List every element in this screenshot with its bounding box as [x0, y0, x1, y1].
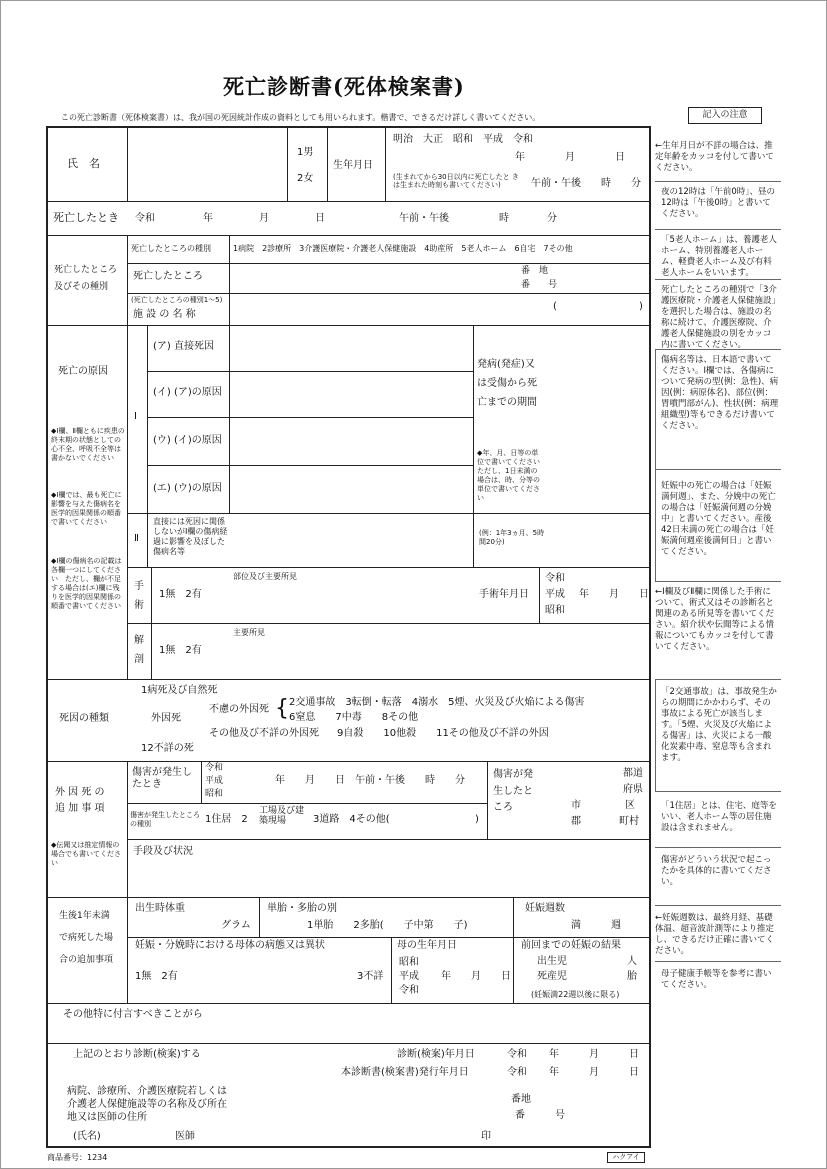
injury-place-road-other[interactable]: 3道路 4その他(	[313, 814, 390, 825]
death-place-label: 死亡したところ	[54, 265, 118, 275]
side-note: ←Ⅰ欄及びⅡ欄に関係した手術について、術式又はその診断名と関連のある所見等を書いてください。紹介状や伝聞等による情報についてもカッコを付して書いてください。	[655, 587, 775, 653]
remarks-label: その他特に付言すべきことがら	[63, 1009, 203, 1020]
autopsy-findings-label: 主要所見	[233, 628, 265, 637]
exam-date-ymd[interactable]: 年 月 日	[549, 1049, 639, 1060]
issue-date-ymd[interactable]: 年 月 日	[549, 1067, 639, 1078]
kind-accidental-list-1[interactable]: 2交通事故 3転倒・転落 4溺水 5煙、火災及び火焔による傷害	[289, 697, 585, 708]
death-time-year[interactable]: 年	[203, 213, 213, 224]
kind-accidental: 不慮の外因死	[209, 704, 269, 715]
cause-ii-desc: 直接には死因に関係しないがⅠ欄の傷病経過に影響を及ぼした傷病名等	[153, 517, 228, 556]
injury-time-label: 傷害が発生したとき	[132, 767, 192, 790]
weeks-label: 妊娠週数	[525, 903, 565, 914]
previous-pregnancy-label: 前回までの妊娠の結果	[521, 940, 621, 951]
side-note: 妊娠中の死亡の場合は「妊娠満何週」、また、分娩中の死亡の場合は「妊娠満何週の分娩中」と書いてください。産後42日未満の死亡の場合は「妊娠満何週産後満何日」と書いてください。	[661, 481, 776, 558]
surgery-date-label: 手術年月日	[479, 589, 529, 600]
product-number: 商品番号：1234	[47, 1153, 108, 1162]
side-note: 傷害がどういう状況で起こったかを具体的に書いてください。	[661, 855, 772, 888]
maternal-condition-label: 妊娠・分娩時における母体の病態又は異状	[135, 940, 325, 951]
cause-note-2: ◆Ⅰ欄では、最も死亡に影響を与えた傷病名を医学的因果関係の順番で書いてください	[51, 491, 122, 527]
name-field[interactable]	[128, 128, 286, 200]
doctor-title: 医師	[175, 1131, 195, 1142]
death-time-month[interactable]: 月	[259, 213, 269, 224]
county: 郡	[571, 816, 581, 827]
injury-place-types-label: 傷害が発生したところの種別	[130, 811, 200, 829]
external-extra-label: 外 因 死 の	[55, 787, 105, 798]
kind-other-list[interactable]: 9自殺 10他殺 11その他及び不詳の外因	[337, 728, 549, 739]
death-time-minute[interactable]: 分	[547, 213, 557, 224]
maker-logo: ハクアイ	[607, 1152, 645, 1163]
surgery-era-3[interactable]: 昭和	[545, 605, 565, 616]
cause-note-3: ◆Ⅰ欄の傷病名の記載は各欄一つにしてください ただし、欄が不足する場合は(エ)欄に残りを医学的因果関係の順番で書いてください	[51, 557, 122, 611]
kind-natural[interactable]: 1病死及び自然死	[141, 685, 218, 696]
mother-dob-ymd[interactable]: 年 月 日	[441, 971, 511, 982]
place-type-options[interactable]: 1病院 2診療所 3介護医療院・介護老人保健施設 4助産所 5老人ホーム 6自宅 7その他	[233, 244, 573, 253]
place-type-label: 死亡したところの種別	[131, 244, 211, 253]
sex-female-option[interactable]: 2女	[297, 173, 314, 184]
injury-time-fields[interactable]: 年 月 日 午前・午後 時 分	[275, 775, 465, 786]
birth-time[interactable]: 午前・午後 時 分	[531, 178, 641, 189]
side-note: 死亡したところの種別で「3介護医療院・介護老人保健施設」を選択した場合は、施設の名称に続けて、介護医療院、介護老人保健施設の別をカッコ内に書いてください。	[661, 285, 777, 351]
pref-1: 都道	[623, 768, 643, 779]
side-note: 「2交通事故」は、事故発生からの期間にかかわらず、その事故による死亡が該当します。「5煙、火災及び火焔による傷害」は、火災による一酸化炭素中毒、窒息等も含まれます。	[661, 687, 777, 764]
live-births-label: 出生児	[537, 956, 567, 967]
side-note: 夜の12時は「午前0時」、昼の12時は「午後0時」と書いてください。	[661, 187, 775, 220]
injury-era-3[interactable]: 昭和	[205, 789, 224, 799]
surgery-ymd[interactable]: 年 月 日	[579, 589, 649, 600]
means-label: 手段及び状況	[133, 846, 193, 857]
mother-era-2[interactable]: 平成	[399, 971, 419, 982]
side-note: 「1住居」とは、住宅、庭等をいい、老人ホーム等の居住施設は含まれません。	[661, 801, 777, 834]
place-bango: 番 号	[521, 280, 558, 290]
surgery-options[interactable]: 1無 2有	[159, 589, 202, 600]
pref-2: 府県	[623, 784, 643, 795]
side-note: 「5老人ホーム」は、養護老人ホーム、特別養護老人ホーム、軽費老人ホーム及び有料老人ホームをいいます。	[661, 235, 777, 279]
issue-date-era[interactable]: 令和	[507, 1067, 527, 1078]
notes-heading: 記入の注意	[688, 107, 762, 124]
issue-date-label: 本診断書(検案書)発行年月日	[341, 1067, 469, 1078]
period-note: ◆年、月、日等の単位で書いてください ただし、1日未満の場合は、時、分等の単位で書いてください	[477, 449, 547, 503]
injury-place-close: )	[475, 814, 479, 825]
infant-label-3: 合の追加事項	[59, 955, 114, 965]
kind-other-external: その他及び不詳の外因死	[209, 728, 319, 739]
dob-ymd[interactable]: 年 月 日	[515, 152, 625, 163]
death-time-day[interactable]: 日	[315, 213, 325, 224]
stillbirths-label: 死産児	[537, 971, 567, 982]
birth-weight-label: 出生時体重	[135, 903, 185, 914]
infant-label: 生後1年未満	[59, 911, 110, 921]
injury-era-1[interactable]: 令和	[205, 763, 224, 773]
surgery-label: 手 術	[134, 581, 154, 611]
exam-date-era[interactable]: 令和	[507, 1049, 527, 1060]
death-place-label-2: 及びその種別	[54, 282, 109, 292]
external-extra-label-2: 追 加 事 項	[55, 803, 105, 814]
facility-label: 施 設 の 名 称	[133, 309, 196, 320]
death-time-hour[interactable]: 時	[499, 213, 509, 224]
seal-mark: 印	[481, 1131, 491, 1142]
newborn-note: (生まれてから30日以内に死亡したと きは生まれた時刻も書いてください)	[393, 173, 519, 190]
dob-eras[interactable]: 明治 大正 昭和 平成 令和	[393, 134, 533, 145]
autopsy-options[interactable]: 1無 2有	[159, 645, 202, 656]
sex-male-option[interactable]: 1男	[297, 147, 314, 158]
mother-era-3[interactable]: 令和	[399, 985, 419, 996]
roman-one: Ⅰ	[134, 411, 137, 422]
cause-note-1: ◆Ⅰ欄、Ⅱ欄ともに疾患の終末期の状態としての心不全、呼吸不全等は書かないでください	[51, 427, 125, 463]
surgery-era-2[interactable]: 平成	[545, 589, 565, 600]
doctor-name-label: (氏名)	[73, 1131, 101, 1142]
town: 町村	[619, 816, 639, 827]
roman-two: Ⅱ	[134, 533, 139, 544]
mother-dob-label: 母の生年月日	[397, 940, 457, 951]
place-banchi: 番 地	[521, 266, 549, 276]
kind-brace: {	[275, 696, 289, 721]
mother-era-1[interactable]: 昭和	[399, 957, 419, 968]
cause-i-label: (イ) (ア)の原因	[153, 387, 222, 398]
previous-pregnancy-note: (妊娠満22週以後に限る)	[531, 990, 620, 999]
side-note: ←妊娠週数は、最終月経、基礎体温、超音波計測等により推定し、できるだけ正確に書いてください。	[655, 913, 775, 957]
live-births-unit[interactable]: 人	[627, 956, 637, 967]
multiple-options[interactable]: 1単胎 2多胎( 子中第 子)	[307, 920, 468, 931]
injury-place-factory[interactable]: 工場及び建築現場	[259, 806, 305, 827]
city: 市	[571, 800, 581, 811]
kind-label: 死因の種類	[59, 713, 109, 724]
injury-era-2[interactable]: 平成	[205, 776, 224, 786]
hospital-label: 病院、診療所、介護医療院若しくは介護老人保健施設等の名称及び所在地又は医師の住所	[67, 1086, 227, 1123]
dob-label: 生年月日	[333, 160, 373, 171]
maternal-condition-unknown[interactable]: 3不詳	[357, 971, 384, 982]
cause-label: 死亡の原因	[58, 366, 108, 377]
death-time-ampm[interactable]: 午前・午後	[399, 213, 449, 224]
injury-place-label: 傷害が発生したところ	[493, 769, 533, 813]
death-time-label: 死亡したとき	[53, 211, 119, 224]
cause-a-label: (ア) 直接死因	[153, 341, 214, 352]
facility-paren-open: (	[553, 301, 557, 312]
place-address-label: 死亡したところ	[133, 271, 203, 282]
weeks-unit[interactable]: 満 週	[571, 920, 621, 931]
facility-note: (死亡したところの種別1～5)	[131, 296, 223, 304]
stillbirths-unit[interactable]: 胎	[627, 971, 637, 982]
surgery-site-label: 部位及び主要所見	[233, 572, 297, 581]
maternal-condition-options[interactable]: 1無 2有	[135, 971, 178, 982]
injury-place-types[interactable]: 1住居 2	[205, 814, 248, 825]
certification-statement: 上記のとおり診断(検案)する	[73, 1049, 201, 1060]
side-note: 母子健康手帳等を参考に書いてください。	[661, 969, 772, 991]
death-time-era[interactable]: 令和	[135, 213, 155, 224]
kind-external: 外因死	[151, 713, 181, 724]
ward: 区	[625, 800, 635, 811]
period-label: 発病(発症)又は受傷から死亡までの期間	[477, 359, 537, 408]
kind-accidental-list-2[interactable]: 6窒息 7中毒 8その他	[289, 712, 419, 723]
cert-bango: 番 号	[515, 1110, 565, 1121]
form-title: 死亡診断書(死体検案書)	[223, 74, 465, 99]
form-intro: この死亡診断書（死体検案書）は、我が国の死因統計作成の資料としても用いられます。楷書で、できるだけ詳しく書いてください。	[61, 113, 541, 122]
external-extra-note: ◆伝聞又は推定情報の場合でも書いてください	[51, 841, 121, 868]
period-example: (例：1年3ヵ月、5時間20分)	[479, 529, 545, 547]
cert-banchi: 番地	[511, 1094, 531, 1105]
kind-unknown[interactable]: 12不詳の死	[141, 743, 194, 754]
exam-date-label: 診断(検案)年月日	[397, 1049, 475, 1060]
infant-label-2: で病死した場	[59, 933, 114, 943]
name-label: 氏 名	[67, 157, 100, 170]
multiple-label: 単胎・多胎の別	[267, 903, 337, 914]
surgery-era-1[interactable]: 令和	[545, 573, 565, 584]
side-note: ←生年月日が不詳の場合は、推定年齢をカッコを付して書いてください。	[655, 141, 774, 174]
cause-u-label: (ウ) (イ)の原因	[153, 435, 222, 446]
facility-paren-close: )	[639, 301, 643, 312]
cause-e-label: (エ) (ウ)の原因	[153, 483, 222, 494]
side-note: 傷病名等は、日本語で書いてください。Ⅰ欄では、各傷病について発病の型(例：急性)、病因(例：病原体名)、部位(例：胃噴門部がん)、性状(例：病理組織型)等もできるだけ書いてください。	[661, 355, 779, 432]
autopsy-label: 解 剖	[134, 635, 154, 665]
birth-weight-unit: グラム	[221, 920, 251, 931]
